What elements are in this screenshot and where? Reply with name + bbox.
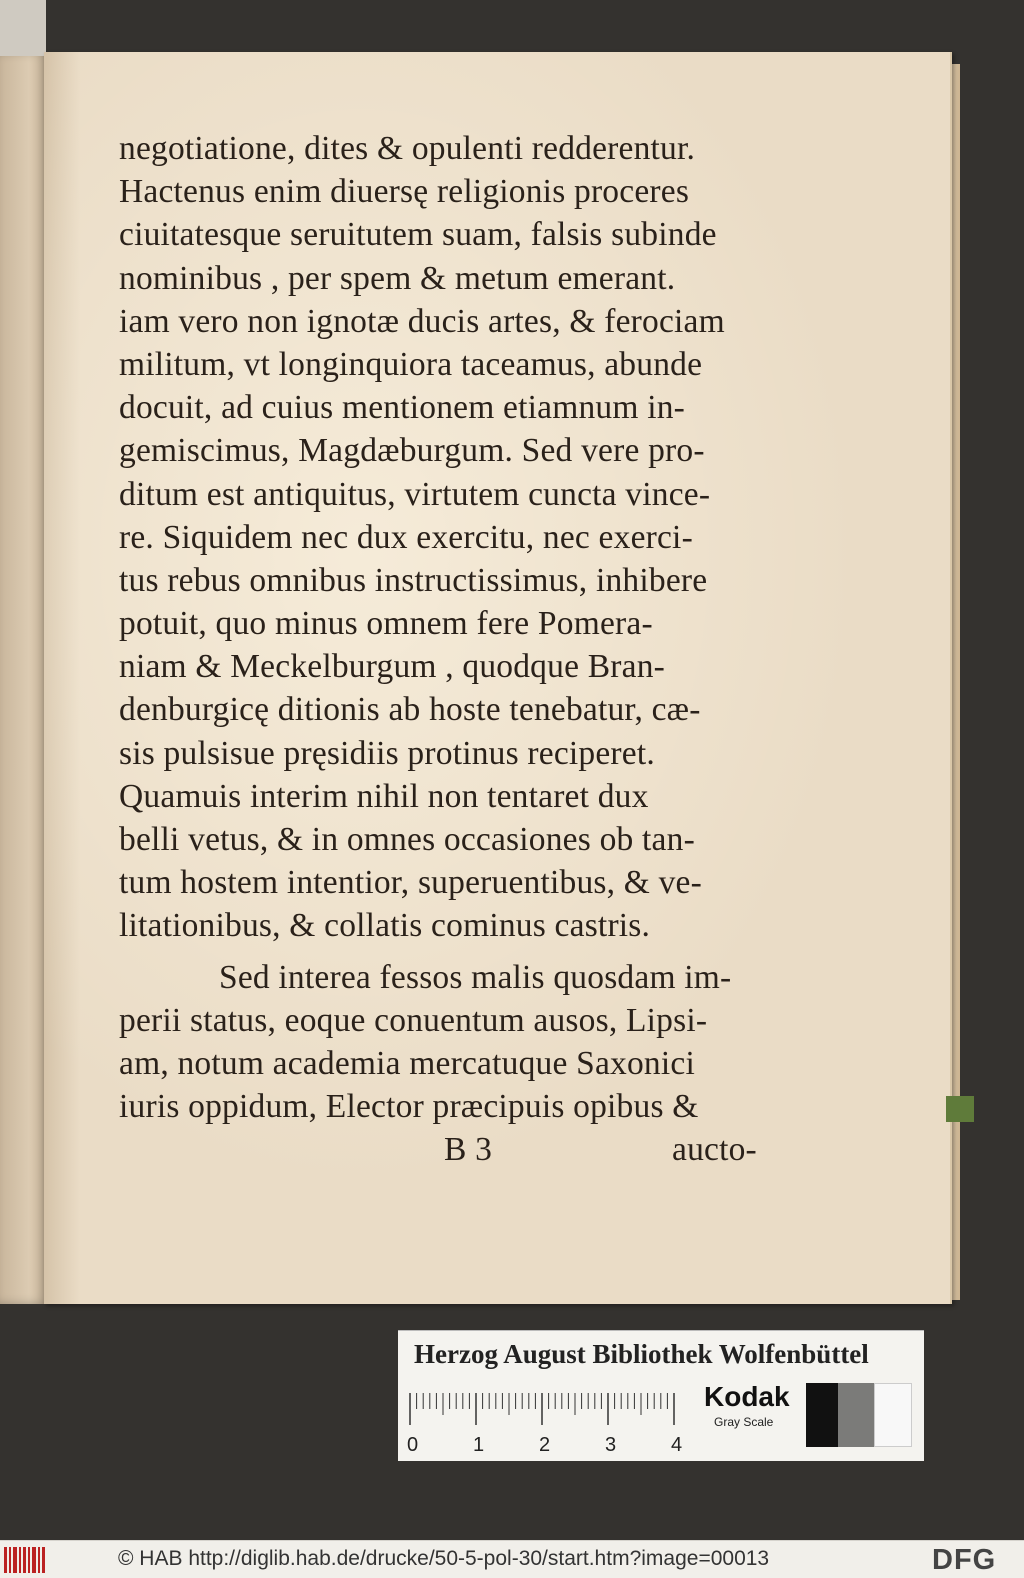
text-line: potuit, quo minus omnem fere Pomera-	[119, 605, 653, 643]
black-patch	[806, 1383, 838, 1447]
text-line: tus rebus omnibus instructissimus, inhibere	[119, 561, 708, 599]
text-line: niam & Meckelburgum , quodque Bran-	[119, 648, 665, 686]
paragraph-2	[119, 956, 779, 1129]
text-line: Sed interea fessos malis quosdam im-	[219, 958, 732, 996]
text-line: denburgicę ditionis ab hoste tenebatur, cæ-	[119, 691, 701, 729]
scale-number: 0	[407, 1434, 419, 1456]
text-line: militum, vt longinquiora taceamus, abunde	[119, 345, 703, 383]
gray-patch	[838, 1383, 874, 1447]
text-line: docuit, ad cuius mentionem etiamnum in-	[119, 389, 686, 427]
catchword: aucto-	[672, 1131, 757, 1169]
footer-credit-link[interactable]: © HAB http://diglib.hab.de/drucke/50-5-pol-30/start.htm?image=00013	[118, 1547, 770, 1570]
text-line: iam vero non ignotæ ducis artes, & ferociam	[119, 302, 725, 340]
text-line: re. Siquidem nec dux exercitu, nec exerci-	[119, 518, 693, 556]
white-patch	[874, 1383, 912, 1447]
text-line: sis pulsisue pręsidiis protinus reciperet.	[119, 734, 655, 772]
signature-mark: B 3	[444, 1131, 493, 1169]
scale-number: 1	[473, 1434, 485, 1456]
text-line: ditum est antiquitus, virtutem cuncta vince-	[119, 475, 711, 513]
ruler-scale	[407, 1387, 690, 1457]
text-line: litationibus, & collatis cominus castris.	[119, 907, 651, 945]
text-line: Hactenus enim diuersę religionis proceres	[119, 173, 690, 211]
library-name: Herzog August Bibliothek Wolfenbüttel	[414, 1339, 869, 1369]
text-line: ciuitatesque seruitutem suam, falsis subinde	[119, 216, 717, 254]
dfg-logo: DFG	[932, 1544, 997, 1576]
page-footer-line	[119, 1128, 779, 1171]
scale-number: 3	[605, 1434, 617, 1456]
gray-scale-label: Gray Scale	[714, 1415, 774, 1429]
scale-number: 2	[539, 1434, 551, 1456]
text-line: am, notum academia mercatuque Saxonici	[119, 1044, 695, 1082]
barcode-icon	[4, 1547, 46, 1573]
page-text	[119, 127, 779, 1172]
text-line: gemiscimus, Magdæburgum. Sed vere pro-	[119, 432, 705, 470]
kodak-logo: Kodak	[704, 1381, 790, 1412]
previous-page-edge	[0, 52, 48, 1304]
color-calibration-card	[398, 1330, 924, 1461]
text-line: belli vetus, & in omnes occasiones ob tan-	[119, 821, 695, 858]
text-line: nominibus , per spem & metum emerant.	[119, 259, 676, 297]
scale-number: 4	[671, 1434, 683, 1456]
text-line: tum hostem intentior, superuentibus, & ve-	[119, 864, 702, 902]
text-line: negotiatione, dites & opulenti redderentur.	[119, 130, 696, 167]
footer-bar	[0, 1540, 1024, 1578]
text-line: perii status, eoque conuentum ausos, Lipsi-	[119, 1001, 708, 1039]
scan-corner	[0, 0, 46, 56]
page-tab-marker	[946, 1096, 974, 1122]
text-line: iuris oppidum, Elector præcipuis opibus &	[119, 1088, 699, 1126]
text-line: Quamuis interim nihil non tentaret dux	[119, 777, 649, 815]
